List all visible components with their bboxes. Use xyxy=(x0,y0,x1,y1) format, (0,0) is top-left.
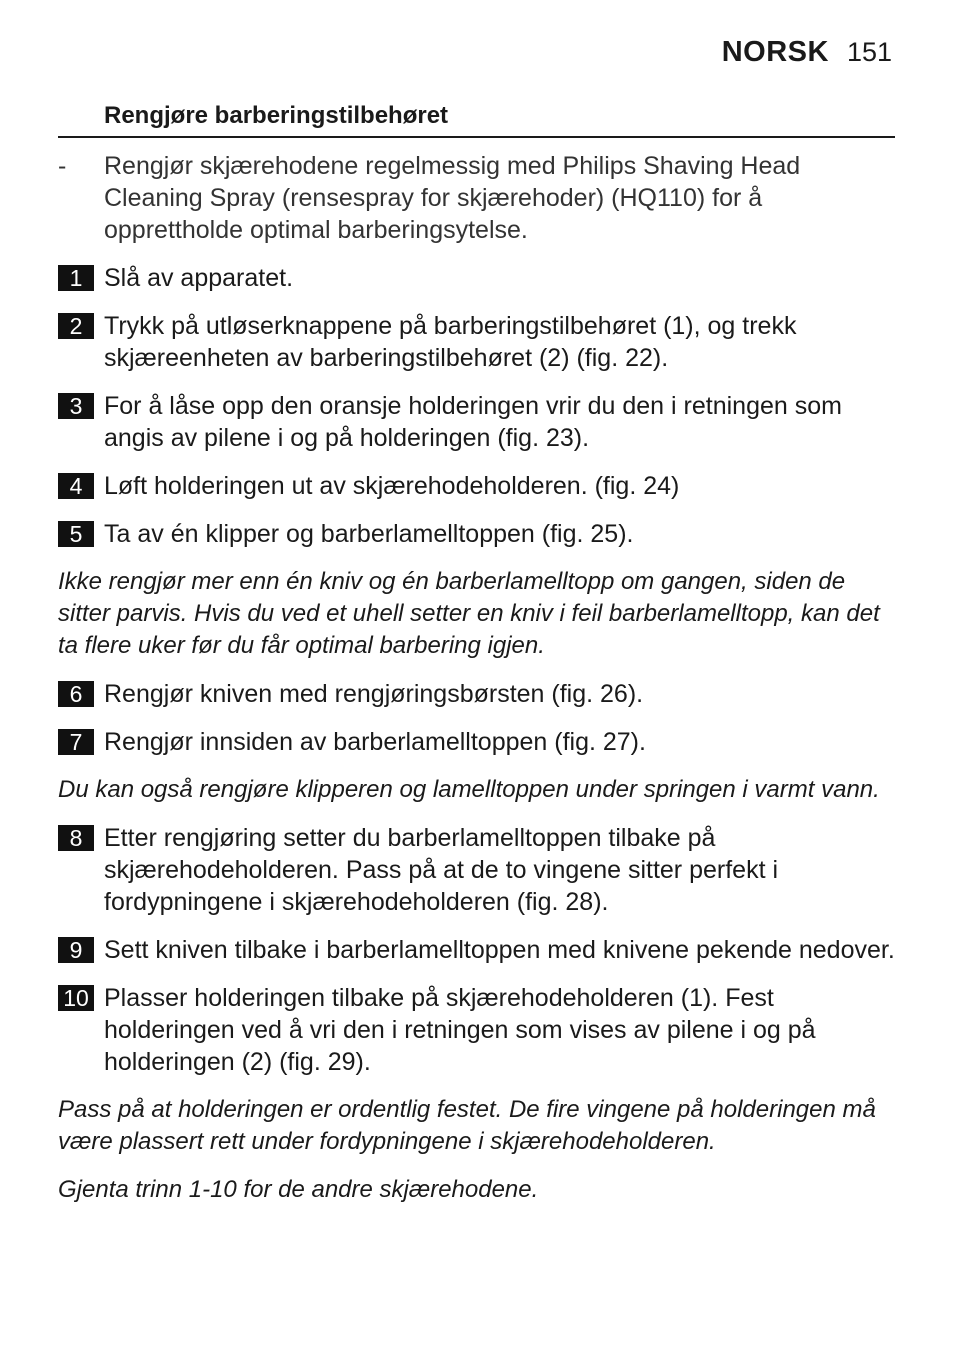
step-5 xyxy=(58,518,898,550)
step-text: Rengjør kniven med rengjøringsbørsten (fig. 26). xyxy=(104,680,644,708)
page-number: 151 xyxy=(846,37,892,67)
note-paired-parts: Ikke rengjør mer enn én kniv og én barberlamelltopp om gangen, siden de sitter parvis. Hvis du ved et uhell setter en kniv i feil barberlamelltopp, kan det ta flere uker før du får optimal barbering igjen. xyxy=(58,568,880,659)
step-text: Løft holderingen ut av skjærehodeholderen. (fig. 24) xyxy=(104,472,680,500)
note-rinse: Du kan også rengjøre klipperen og lamelltoppen under springen i varmt vann. xyxy=(58,776,880,803)
step-text: Plasser holderingen tilbake på skjærehodeholderen (1). Fest holderingen ved å vri den i retningen som vises av pilene i og på holderingen (2) (fig. 29). xyxy=(104,984,816,1076)
step-text: Trykk på utløserknappene på barberingstilbehøret (1), og trekk skjæreenheten av barberingstilbehøret (2) (fig. 22). xyxy=(104,312,797,372)
step-text: Slå av apparatet. xyxy=(104,264,294,292)
note-ring-fastened: Pass på at holderingen er ordentlig festet. De fire vingene på holderingen må være plassert rett under fordypningene i skjærehodeholderen. xyxy=(58,1096,876,1155)
step-7 xyxy=(58,726,898,758)
step-number: 5 xyxy=(58,521,94,547)
step-text: Etter rengjøring setter du barberlamelltoppen tilbake på skjærehodeholderen. Pass på at de to vingene sitter perfekt i fordypningene i skjærehodeholderen (fig. 28). xyxy=(104,824,779,916)
bullet-item xyxy=(58,150,898,246)
step-1 xyxy=(58,262,898,294)
step-text: Rengjør innsiden av barberlamelltoppen (fig. 27). xyxy=(104,728,646,756)
step-2 xyxy=(58,310,898,374)
step-number: 8 xyxy=(58,825,94,851)
step-6 xyxy=(58,678,898,710)
section-title: Rengjøre barberingstilbehøret xyxy=(104,102,449,129)
page-header xyxy=(722,36,892,69)
step-number: 2 xyxy=(58,313,94,339)
step-number: 6 xyxy=(58,681,94,707)
step-text: Ta av én klipper og barberlamelltoppen (fig. 25). xyxy=(104,520,634,548)
step-10 xyxy=(58,982,898,1078)
step-3 xyxy=(58,390,898,454)
step-number: 10 xyxy=(58,985,94,1011)
step-number: 7 xyxy=(58,729,94,755)
step-number: 3 xyxy=(58,393,94,419)
step-number: 4 xyxy=(58,473,94,499)
step-number: 9 xyxy=(58,937,94,963)
step-number: 1 xyxy=(58,265,94,291)
language-label: NORSK xyxy=(721,36,829,68)
step-4 xyxy=(58,470,898,502)
content xyxy=(58,150,898,1222)
step-8 xyxy=(58,822,898,918)
note-repeat: Gjenta trinn 1-10 for de andre skjærehodene. xyxy=(58,1176,539,1203)
step-text: For å låse opp den oransje holderingen vrir du den i retningen som angis av pilene i og på holderingen (fig. 23). xyxy=(104,392,842,452)
bullet-dash: - xyxy=(58,152,67,180)
step-9 xyxy=(58,934,898,966)
step-text: Sett kniven tilbake i barberlamelltoppen med knivene pekende nedover. xyxy=(104,936,895,964)
section-divider xyxy=(58,136,895,138)
bullet-text: Rengjør skjærehodene regelmessig med Philips Shaving Head Cleaning Spray (rensespray for skjærehoder) (HQ110) for å opprettholde optimal barberingsytelse. xyxy=(104,152,801,244)
